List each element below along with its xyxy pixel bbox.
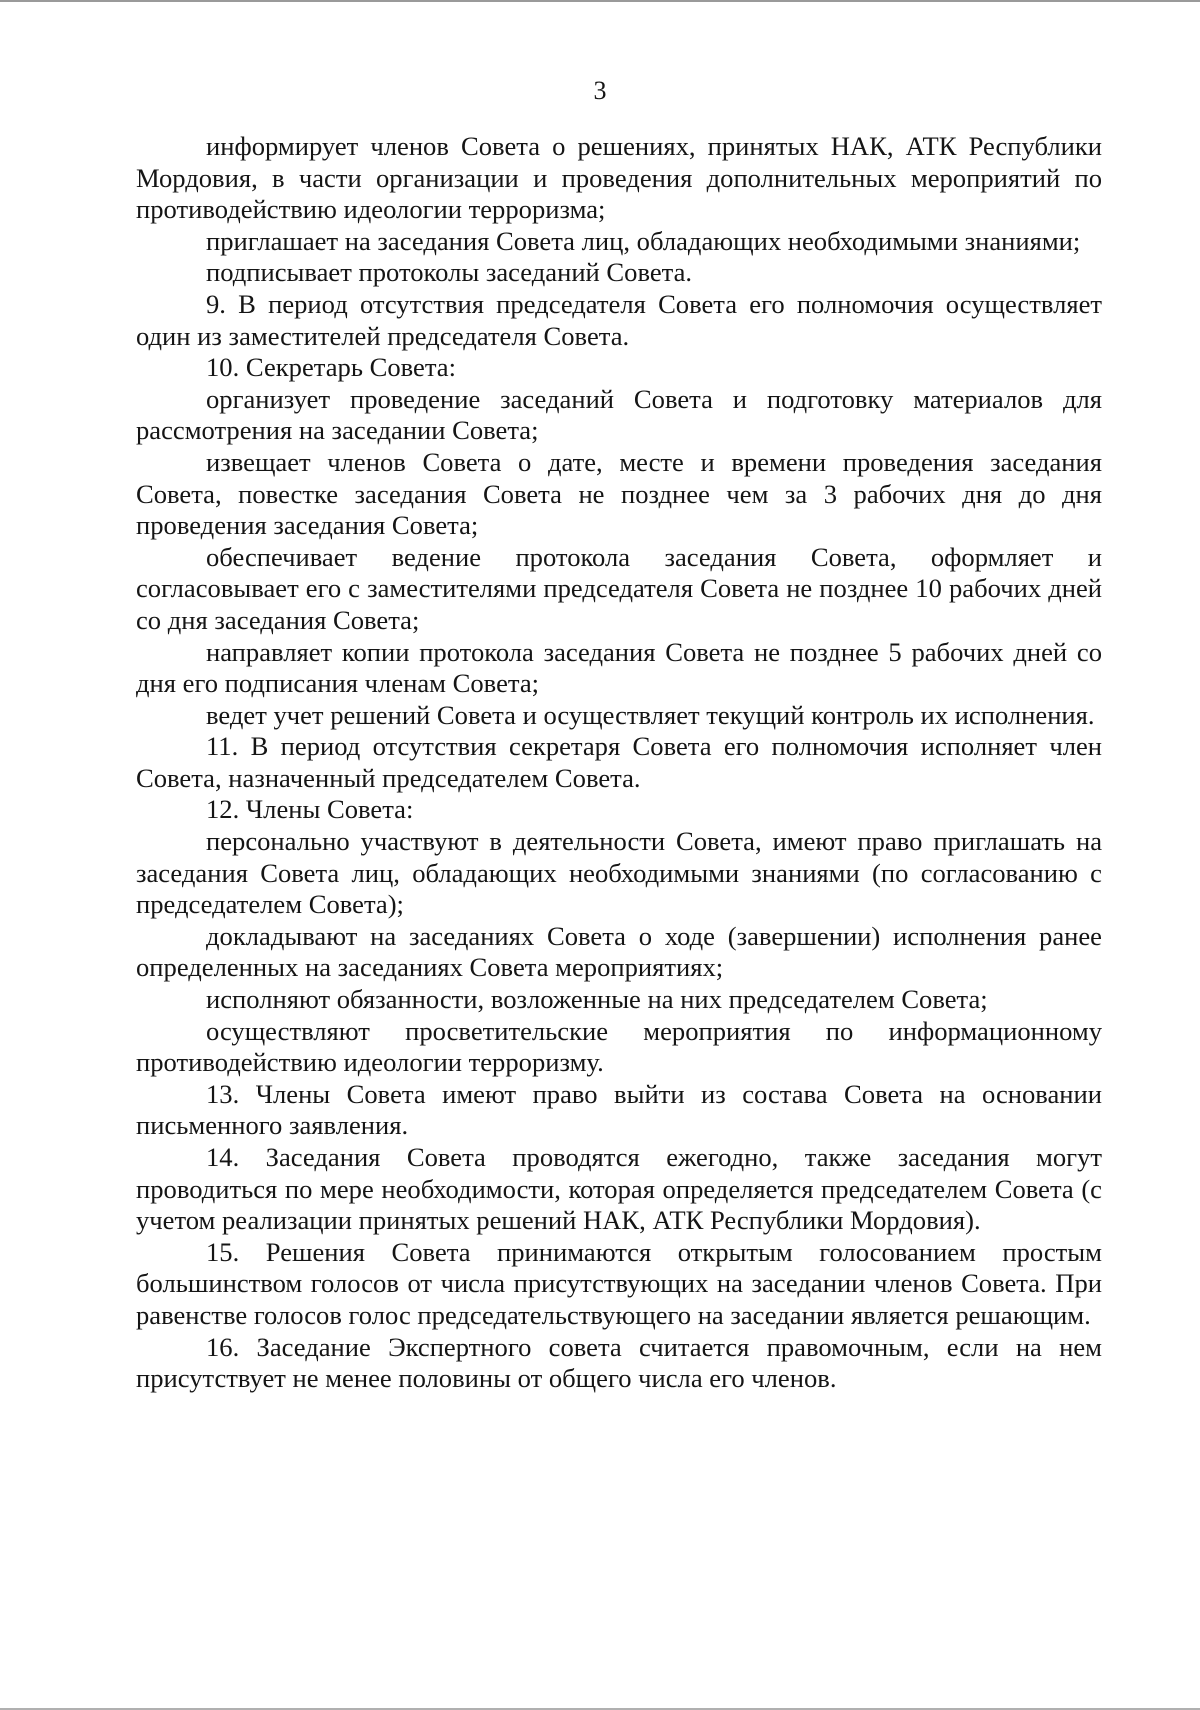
paragraph-participate: персонально участвуют в деятельности Совета, имеют право приглашать на заседания Совета лиц, обладающих необходимыми знаниями (по согласованию с председателем Совета); [136, 826, 1102, 920]
paragraph-track-decisions: ведет учет решений Совета и осуществляет текущий контроль их исполнения. [206, 699, 1095, 730]
paragraph-item-14: 14. Заседания Совета проводятся ежегодно, также заседания могут проводиться по мере необходимости, которая определяется председателем Совета (с учетом реализации принятых решений НАК, АТК Республики Мордовия). [136, 1142, 1102, 1236]
paragraph-organize-meetings: организует проведение заседаний Совета и подготовку материалов для рассмотрения на заседании Совета; [136, 383, 1102, 446]
paragraph-inform-members: информирует членов Совета о решениях, принятых НАК, АТК Республики Мордовия, в части организации и проведения дополнительных мероприятий по противодействию идеологии терроризма; [136, 131, 1102, 225]
paragraph-item-11: 11. В период отсутствия секретаря Совета его полномочия исполняет член Совета, назначенный председателем Совета. [136, 731, 1102, 793]
paragraph-item-10-heading: 10. Секретарь Совета: [206, 352, 456, 383]
paragraph-item-9: 9. В период отсутствия председателя Совета его полномочия осуществляет один из заместителей председателя Совета. [136, 288, 1102, 351]
paragraph-sign-protocols: подписывает протоколы заседаний Совета. [206, 257, 693, 288]
paragraph-duties: исполняют обязанности, возложенные на них председателем Совета; [206, 984, 988, 1015]
paragraph-report: докладывают на заседаниях Совета о ходе (завершении) исполнения ранее определенных на заседаниях Совета мероприятиях; [136, 920, 1102, 983]
paragraph-invite-experts: приглашает на заседания Совета лиц, обладающих необходимыми знаниями; [206, 225, 1081, 256]
page-number: 3 [593, 76, 607, 105]
paragraph-item-12-heading: 12. Члены Совета: [206, 794, 414, 825]
paragraph-educational-events: осуществляют просветительские мероприятия по информационному противодействию идеологии терроризму. [136, 1015, 1102, 1078]
paragraph-keep-protocol: обеспечивает ведение протокола заседания Совета, оформляет и согласовывает его с заместителями председателя Совета не позднее 10 рабочих дней со дня заседания Совета; [136, 541, 1102, 635]
paragraph-send-copies: направляет копии протокола заседания Совета не позднее 5 рабочих дней со дня его подписания членам Совета; [136, 636, 1102, 699]
paragraph-notify-members: извещает членов Совета о дате, месте и времени проведения заседания Совета, повестке заседания Совета не позднее чем за 3 рабочих дня до дня проведения заседания Совета; [136, 446, 1102, 541]
scan-edge-top [0, 0, 1200, 2]
paragraph-item-13: 13. Члены Совета имеют право выйти из состава Совета на основании письменного заявления. [136, 1078, 1102, 1141]
paragraph-item-16: 16. Заседание Экспертного совета считается правомочным, если на нем присутствует не менее половины от общего числа его членов. [136, 1331, 1102, 1394]
paragraph-item-15: 15. Решения Совета принимаются открытым голосованием простым большинством голосов от числа присутствующих на заседании членов Совета. При равенстве голосов голос председательствующего на заседании является решающим. [136, 1236, 1102, 1330]
document-body [136, 131, 1102, 1395]
